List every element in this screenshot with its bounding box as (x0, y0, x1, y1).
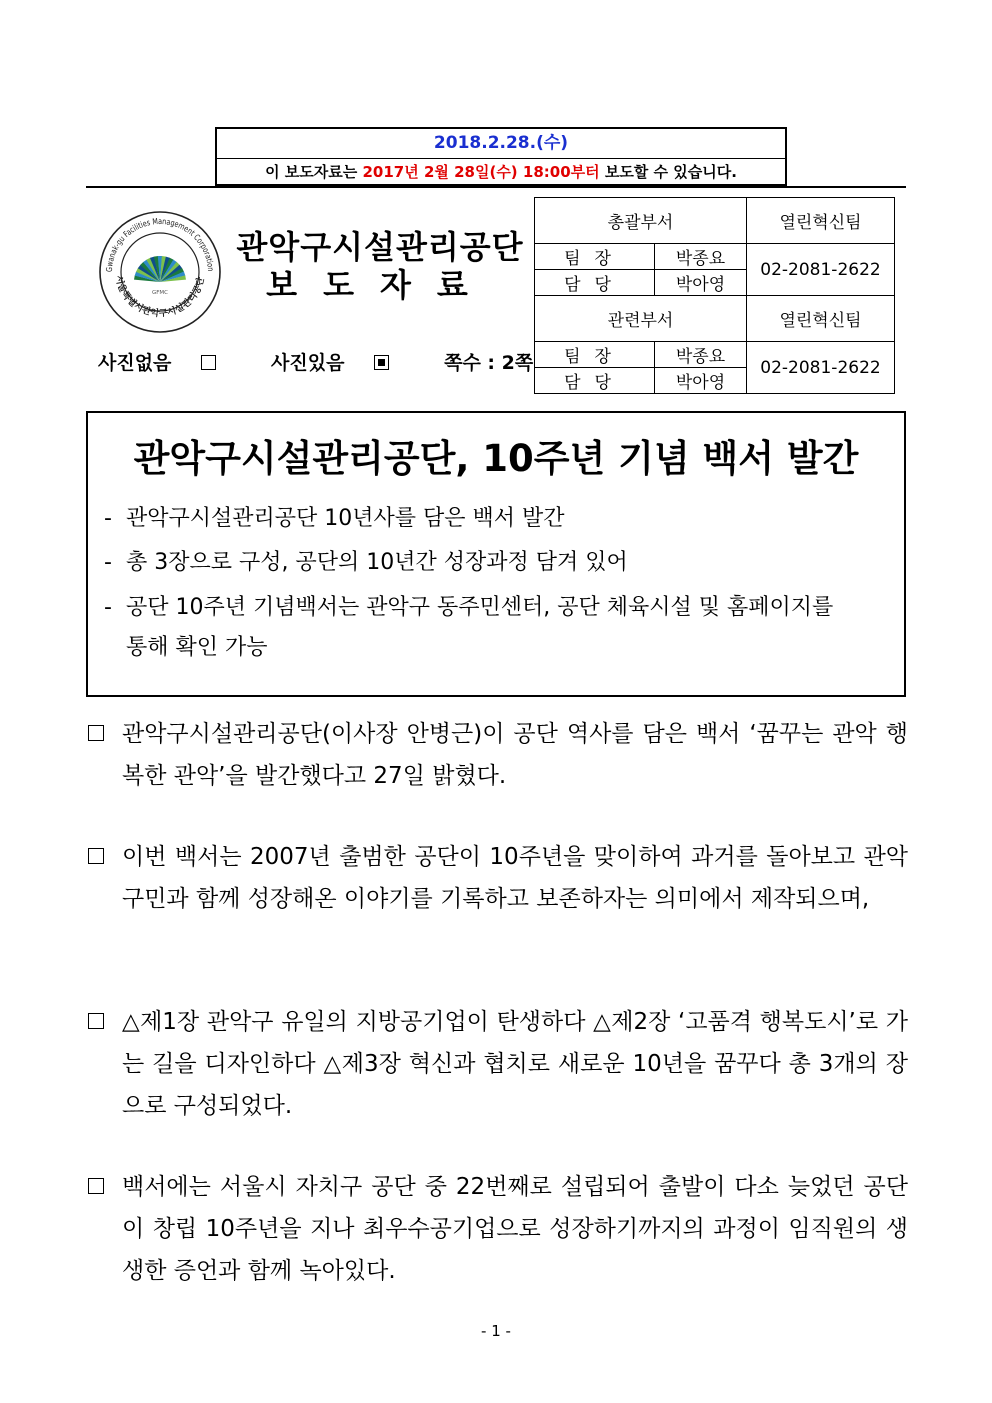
page-number: - 1 - (481, 1322, 511, 1340)
contact-name: 박아영 (655, 368, 747, 394)
related-phone: 02-2081-2622 (747, 342, 895, 394)
page-count: 쪽수 : 2쪽 (444, 352, 534, 374)
paragraph-text: 백서에는 서울시 자치구 공단 중 22번째로 설립되어 출발이 다소 늦었던 공단이 창립 10주년을 지나 최우수공기업으로 성장하기까지의 과정이 임직원의 생생한 증언과 함께 녹아있다. (122, 1174, 908, 1284)
logo-mark: GFMC (151, 290, 169, 296)
related-dept-label: 관련부서 (535, 296, 747, 342)
with-photo-label: 사진있음 (271, 352, 345, 374)
main-dept-name: 열린혁신팀 (747, 198, 895, 244)
embargo-time: 2017년 2월 28일(수) 18:00부터 (362, 163, 600, 181)
doc-type: 보도자료 (266, 266, 494, 304)
with-photo-checkbox-icon (374, 355, 389, 370)
main-phone: 02-2081-2622 (747, 244, 895, 296)
paragraph-text: 이번 백서는 2007년 출범한 공단이 10주년을 맞이하여 과거를 돌아보고 관악구민과 함께 성장해온 이야기를 기록하고 보존하자는 의미에서 제작되으며, (122, 844, 909, 912)
contact-name: 박종요 (655, 342, 747, 368)
photo-info (98, 348, 557, 375)
body-paragraph (86, 1166, 908, 1292)
paragraph-text: △제1장 관악구 유일의 지방공기업이 탄생하다 △제2장 ‘고품격 행복도시’로 가는 길을 디자인하다 △제3장 혁신과 협치로 새로운 10년을 꿈꾸다 총 3개의 장으로 구성되었다. (122, 1009, 908, 1119)
no-photo-option (98, 352, 240, 374)
org-name: 관악구시설관리공단 (236, 228, 524, 266)
checkbox-bullet-icon (88, 1178, 104, 1194)
headline-title: 관악구시설관리공단, 10주년 기념 백서 발간 (133, 437, 859, 480)
contact-name: 박아영 (655, 270, 747, 296)
body-paragraph (86, 1001, 908, 1127)
embargo-notice (217, 159, 785, 186)
release-date-box (215, 127, 787, 186)
header-divider (86, 186, 906, 188)
logo-ring-text-korean: 서울특별시관악구시설관리공단 (113, 274, 207, 320)
release-date: 2018.2.28.(수) (217, 129, 785, 159)
checkbox-bullet-icon (88, 848, 104, 864)
summary-bullet: - 관악구시설관리공단 10년사를 담은 백서 발간 (104, 506, 565, 531)
summary-bullet-text: 공단 10주년 기념백서는 관악구 동주민센터, 공단 체육시설 및 홈페이지를 (126, 595, 834, 620)
summary-bullet: - 공단 10주년 기념백서는 관악구 동주민센터, 공단 체육시설 및 홈페이지를 통해 확인 가능 (104, 588, 894, 668)
checkbox-bullet-icon (88, 725, 104, 741)
summary-bullet-continuation: 통해 확인 가능 (126, 635, 268, 660)
contact-role: 팀장 (535, 342, 655, 368)
body-paragraph (86, 713, 908, 797)
contact-role: 담당 (535, 368, 655, 394)
contact-table (534, 197, 895, 394)
body-paragraph (86, 836, 908, 920)
contact-name: 박종요 (655, 244, 747, 270)
summary-bullet-text: 관악구시설관리공단 10년사를 담은 백서 발간 (126, 506, 565, 531)
checkbox-bullet-icon (88, 1013, 104, 1029)
embargo-prefix: 이 보도자료는 (265, 163, 363, 181)
no-photo-label: 사진없음 (98, 352, 172, 374)
headline-box (86, 411, 906, 697)
related-dept-name: 열린혁신팀 (747, 296, 895, 342)
no-photo-checkbox-icon (201, 355, 216, 370)
summary-bullet-text: 총 3장으로 구성, 공단의 10년간 성장과정 담겨 있어 (126, 550, 628, 575)
paragraph-text: 관악구시설관리공단(이사장 안병근)이 공단 역사를 담은 백서 ‘꿈꾸는 관악 행복한 관악’을 발간했다고 27일 밝혔다. (122, 721, 908, 789)
contact-role: 담당 (535, 270, 655, 296)
with-photo-option (271, 352, 413, 374)
summary-bullet: - 총 3장으로 구성, 공단의 10년간 성장과정 담겨 있어 (104, 550, 628, 575)
main-dept-label: 총괄부서 (535, 198, 747, 244)
logo-ring-text: Gwanak-gu Facilities Management Corporation (103, 215, 217, 273)
contact-role: 팀장 (535, 244, 655, 270)
gfmc-logo (98, 210, 222, 334)
embargo-suffix: 보도할 수 있습니다. (599, 163, 737, 181)
